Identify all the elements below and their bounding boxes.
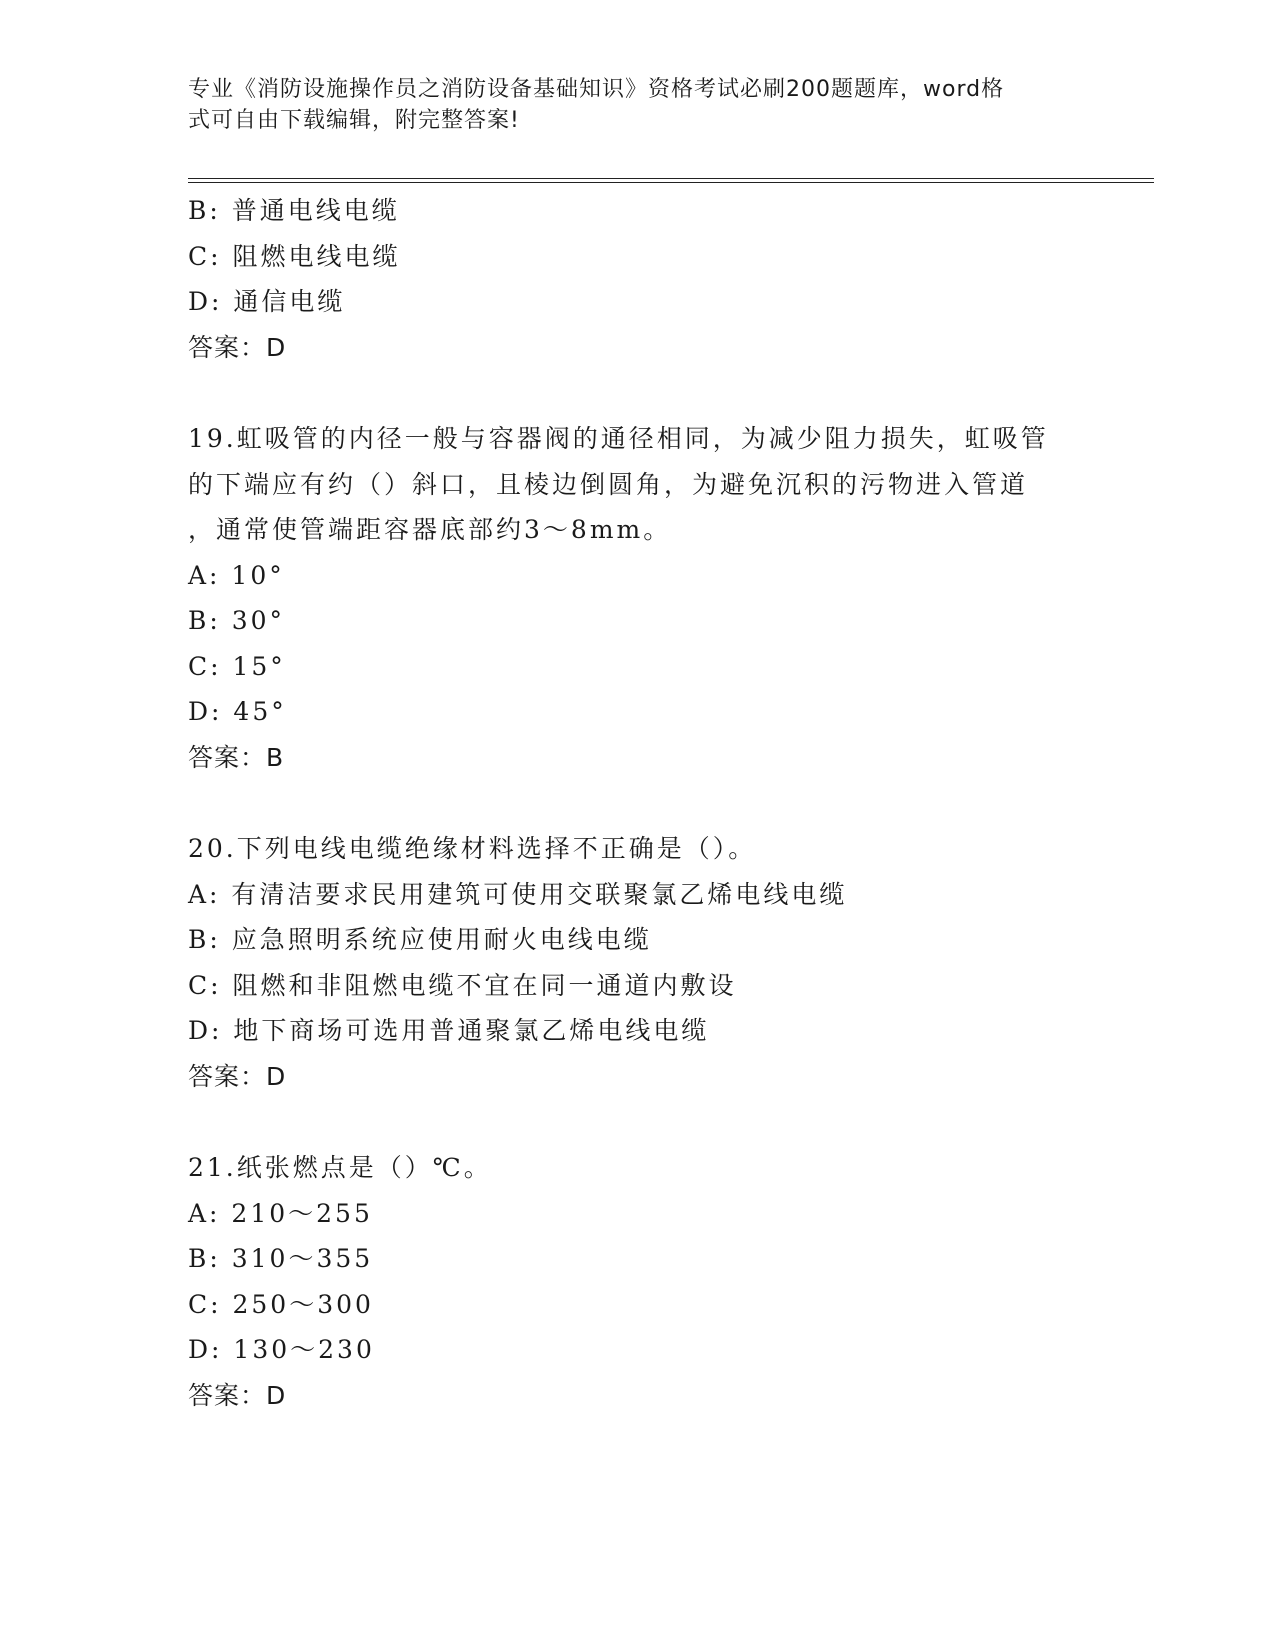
spacer [188,1099,1088,1145]
option-c: C: 15° [188,651,286,681]
header-line-2: 式可自由下载编辑，附完整答案! [188,108,520,133]
option-c: C: 阻燃和非阻燃电缆不宜在同一通道内敷设 [188,970,737,1000]
option-b: B: 应急照明系统应使用耐火电线电缆 [188,925,652,954]
header-rule-top [188,178,1154,179]
spacer [188,370,1088,416]
header-rule-bottom [188,182,1154,183]
option-b: B: 30° [188,606,286,635]
answer: 答案：D [188,332,287,362]
question-20 [188,826,1088,1099]
question-18-tail [188,188,1088,370]
answer: 答案：D [188,1061,287,1091]
spacer [188,780,1088,826]
question-19 [188,416,1088,780]
option-d: D: 地下商场可选用普通聚氯乙烯电线电缆 [188,1016,710,1045]
option-b: B: 310～355 [188,1244,374,1273]
option-c: C: 阻燃电线电缆 [188,241,401,271]
question-stem-line: 21.纸张燃点是（）℃。 [188,1153,492,1182]
option-a: A: 有清洁要求民用建筑可使用交联聚氯乙烯电线电缆 [188,879,848,909]
question-stem-line: ，通常使管端距容器底部约3～8mm。 [188,515,672,544]
question-stem-line: 的下端应有约（）斜口，且棱边倒圆角，为避免沉积的污物进入管道 [188,469,1029,499]
option-a: A: 210～255 [188,1198,373,1228]
header-line-1: 专业《消防设施操作员之消防设备基础知识》资格考试必刷200题题库，word格 [188,77,1005,102]
option-d: D: 130～230 [188,1335,375,1364]
document-header [188,74,1068,136]
option-a: A: 10° [188,560,285,590]
option-b: B: 普通电线电缆 [188,196,400,225]
document-body [188,188,1088,1418]
option-d: D: 45° [188,697,287,726]
option-c: C: 250～300 [188,1289,374,1319]
answer: 答案：D [188,1380,287,1410]
question-stem-line: 19.虹吸管的内径一般与容器阀的通径相同，为减少阻力损失，虹吸管 [188,424,1049,453]
question-stem-line: 20.下列电线电缆绝缘材料选择不正确是（）。 [188,834,757,863]
answer: 答案：B [188,742,285,772]
question-21 [188,1145,1088,1418]
option-d: D: 通信电缆 [188,287,346,316]
